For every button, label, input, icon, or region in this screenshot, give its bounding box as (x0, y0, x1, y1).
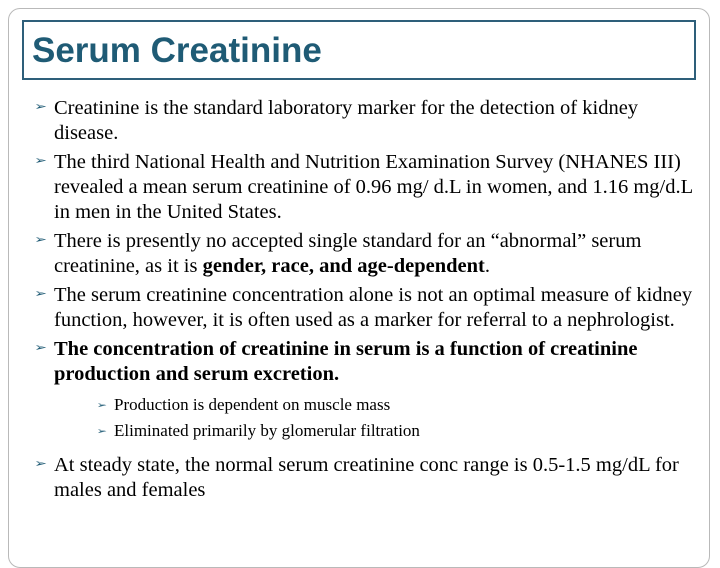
sub-bullet-item (54, 419, 706, 443)
title-box (22, 20, 696, 80)
bullet-text: The serum creatinine concentration alone is not an optimal measure of kidney function, however, it is often used as a marker for referral to a nephrologist. (54, 284, 693, 331)
arrow-bullet-icon: ➢ (96, 400, 108, 410)
bullet-text-end: . (484, 255, 490, 277)
arrow-bullet-icon: ➢ (34, 155, 48, 167)
bullet-item (36, 453, 706, 503)
bullet-text: At steady state, the normal serum creatinine conc range is 0.5-1.5 mg/dL for males and females (54, 454, 679, 501)
sub-bullet-item (54, 393, 706, 417)
bullet-item (36, 96, 706, 146)
bullet-text-bold: gender, race, and age-dependent (202, 255, 485, 277)
arrow-bullet-icon: ➢ (34, 342, 48, 354)
bullet-item (36, 229, 706, 279)
sub-bullet-list (54, 393, 706, 443)
bullet-item (36, 150, 706, 225)
sub-bullet-text: Production is dependent on muscle mass (114, 395, 391, 414)
bullet-item (36, 337, 706, 443)
arrow-bullet-icon: ➢ (34, 288, 48, 300)
bullet-item (36, 283, 706, 333)
bullet-text: There is presently no accepted single standard for an “abnormal” serum creatinine, as it is (54, 230, 642, 277)
bullet-text: The third National Health and Nutrition Examination Survey (NHANES III) revealed a mean serum creatinine of 0.96 mg/ d.L in women, and 1.16 mg/d.L in men in the United States. (54, 151, 693, 223)
arrow-bullet-icon: ➢ (96, 426, 108, 436)
arrow-bullet-icon: ➢ (34, 101, 48, 113)
bullet-text: Creatinine is the standard laboratory marker for the detection of kidney disease. (54, 97, 639, 144)
arrow-bullet-icon: ➢ (34, 234, 48, 246)
bullet-list (36, 96, 706, 507)
slide-title: Serum Creatinine (32, 31, 322, 70)
sub-bullet-text: Eliminated primarily by glomerular filtration (114, 421, 420, 440)
bullet-text: The concentration of creatinine in serum is a function of creatinine production and serum excretion. (54, 338, 638, 385)
arrow-bullet-icon: ➢ (34, 458, 48, 470)
